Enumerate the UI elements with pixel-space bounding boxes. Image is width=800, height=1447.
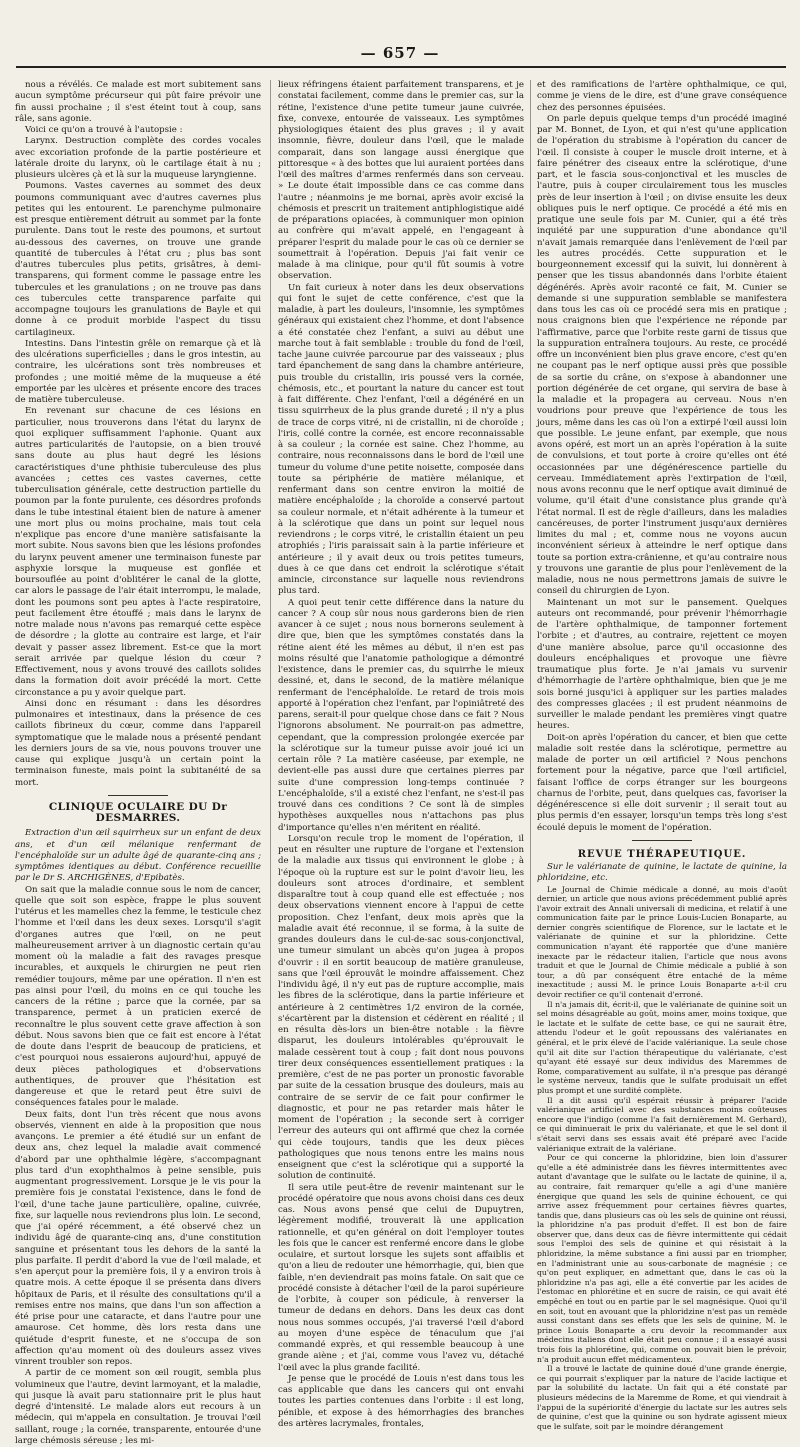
column-divider — [270, 80, 271, 1140]
paragraph: En revenant sur chacune de ces lésions en particulier, nous trouverons dans l'état du larynx de quoi expliquer suffisamment l'aphonie. Quant aux autres particularités de l'autopsie, on a bien trouvé sans doute au plus haut degré les lésions caractéristiques d'une phthisie tuberculeuse des plus avancées ; cettes ces vastes cavernes, cette tuberculisation générale, cette destruction partielle du poumon par la fonte purulente, ces désordres profonds dans le tube intestinal étaient bien de nature à amener une mort plus ou moins prochaine, mais tout cela n'explique pas encore d'une manière satisfaisante la mort subite. Nous savons bien que les lésions profondes du larynx peuvent amener une terminaison funeste par asphyxie lorsque la muqueuse est gonflée et boursouflée au point d'oblitérer le canal de la glotte, car alors le passage de l'air était interrompu, le malade, dont les poumons sont peu aptes à l'acte respiratoire, peut facilement être étouffé ; mais dans le larynx de notre malade nous n'avons pas remarqué cette espèce de désordre ; la glotte au contraire est large, et l'air devait y passer assez librement. Est-ce que la mort serait arrivée par quelque lésion du cœur ? Effectivement, nous y avons trouvé des caillots solides dans la formation doit avoir précédé la mort. Cette circonstance a pu y avoir quelque part. — [15, 406, 261, 699]
paragraph: Doit-on après l'opération du cancer, et bien que cette maladie soit restée dans la sclérotique, permettre au malade de porter un œil artificiel ? Nous penchons fortement pour la négative, parce que l'œil artificiel, faisant l'office de corps étranger sur les bourgeons charnus de l'orbite, peut, dans quelques cas, favoriser la dégénérescence si elle doit survenir ; il serait tout au plus permis d'en essayer, lorsqu'un temps très long s'est écoulé depuis le moment de l'opération. — [537, 733, 787, 834]
paragraph: Deux faits, dont l'un très récent que nous avons observés, viennent en aide à la proposition que nous avançons. Le premier a été étudié sur un enfant de deux ans, chez lequel la maladie avait commencé d'abord par une ophthalmie légère, s'accompagnant plus tard d'un exophthalmos à peine sensible, puis augmentant progressivement. Lorsque je le vis pour la première fois je constatai l'existence, dans le fond de l'œil, d'une tache jaune particulière, opaline, cuivrée, fixe, sur laquelle nous reviendrons plus loin. Le second, que j'ai opéré récemment, a été observé chez un individu âgé de quarante-cinq ans, d'une constitution sanguine et présentant tous les dehors de la santé la plus parfaite. Il perdit d'abord la vue de l'œil malade, et s'en aperçut pour la première fois, il y a environ trois à quatre mois. A cette époque il se présenta dans divers hôpitaux de Paris, et il résulte des consultations qu'il a remises entre nos mains, que dans l'un son affection a été prise pour une cataracte, et dans l'autre pour une amaurose. Cet homme, dès lors resta dans une quiétude d'esprit funeste, et ne s'occupa de son affection qu'au moment où des douleurs assez vives vinrent troubler son repos. — [15, 1110, 261, 1369]
section-subtitle: Sur le valérianate de quinine, le lactate de quinine, la phloridzine, etc. — [537, 862, 787, 885]
paragraph: lieux réfringens étaient parfaitement transparens, et je constatai facilement, comme dans le premier cas, sur la rétine, l'existence d'une petite tumeur jaune cuivrée, fixe, convexe, entourée de vaisseaux. Les symptômes physiologiques étaient des plus graves ; il y avait insomnie, fièvre, douleur dans l'œil, que le malade comparait, dans son langage aussi énergique que pittoresque « à des bottes que lui auraient portées dans l'œil des maîtres d'armes renfermés dans son cerveau. » Le doute était impossible dans ce cas comme dans l'autre ; néanmoins je me bornai, après avoir excisé la chémosis et prescrit un traitement antiphlogistique aidé de préparations opiacées, à communiquer mon opinion au confrère qui m'avait appelé, en l'engageant à préparer l'esprit du malade pour le cas où ce dernier se soumettrait à l'opération. Depuis j'ai fait venir ce malade à ma clinique, pour qu'il fût soumis à votre observation. — [278, 80, 524, 283]
column-divider — [530, 80, 531, 1140]
paragraph: Il a dit aussi qu'il espérait réussir à préparer l'acide valérianique artificiel avec des substances moins coûteuses encore que l'indigo (comme l'a fait dernièrement M. Gerhard), ce qui diminuerait le prix du valérianate, et que le sel dont il s'était servi dans ses essais avait été préparé avec l'acide valérianique extrait de la valériane. — [537, 1096, 787, 1154]
paragraph: Lorsqu'on recule trop le moment de l'opération, il peut en résulter une rupture de l'organe et l'extension de la maladie aux tissus qui environnent le globe ; à l'époque où la rupture est sur le point d'avoir lieu, les douleurs sont atroces d'ordinaire, et semblent disparaître tout à coup quand elle est effectuée ; nos deux observations viennent encore à l'appui de cette proposition. Chez l'enfant, deux mois après que la maladie avait été reconnue, il se forma, à la suite de grandes douleurs dans le cul-de-sac sous-conjonctival, une tumeur simulant un abcès qu'on jugea à propos d'ouvrir : il en sortit beaucoup de matière granuleuse, sans que l'œil éprouvât le moindre affaissement. Chez l'individu âgé, il n'y eut pas de rupture accomplie, mais les fibres de la sclérotique, dans la partie inférieure et antérieure à 2 centimètres 1/2 environ de la cornée, s'écartèrent par la distension et cédèrent en réalité ; il en résulta dès-lors un bien-être notable : la fièvre disparut, les douleurs intolérables qu'éprouvait le malade cessèrent tout à coup ; fait dont nous pouvons tirer deux conséquences essentiellement pratiques : la première, c'est de ne pas porter un pronostic favorable par suite de la cessation brusque des douleurs, mais au contraire de se servir de ce fait pour confirmer le diagnostic, et pour ne pas retarder mais hâter le moment de l'opération ; la seconde sert à corriger l'erreur des auteurs qui ont affirmé que chez la cornée qui cède toujours, tandis que les deux pièces pathologiques que nous tenons entre les mains nous enseignent que c'est la sclérotique qui a supporté la solution de continuité. — [278, 834, 524, 1183]
column-right — [537, 80, 787, 1140]
paragraph: et des ramifications de l'artère ophthalmique, ce qui, comme je viens de le dire, est d'une grave conséquence chez des personnes épuisées. — [537, 80, 787, 114]
paragraph: Intestins. Dans l'intestin grêle on remarque çà et là des ulcérations superficielles ; dans le gros intestin, au contraire, les ulcérations sont très nombreuses et profondes ; une moitié même de la muqueuse a été emportée par les ulcères et présente encore des traces de matière tuberculeuse. — [15, 339, 261, 407]
paragraph: A partir de ce moment son œil rougit, sembla plus volumineux que l'autre, devint larmoyant, et la maladie, qui jusque là avait paru stationnaire prit le plus haut degré d'intensité. Le malade alors eut recours à un médecin, qui m'appela en consultation. Je trouvai l'œil saillant, rouge ; la cornée, transparente, entourée d'une large chémosis séreuse ; les mi- — [15, 1368, 261, 1447]
paragraph: On sait que la maladie connue sous le nom de cancer, quelle que soit son espèce, frappe le plus souvent l'utérus et les mamelles chez la femme, le testicule chez l'homme et l'œil dans les deux sexes. Lorsqu'il s'agit d'organes autres que l'œil, on ne peut malheureusement arriver à un diagnostic certain qu'au moment où la maladie a fait des ravages presque incurables, et auxquels le chirurgien ne peut rien remédier toujours, même par une opération. Il n'en est pas ainsi pour l'œil, du moins en ce qui touche les cancers de la rétine ; parce que la cornée, par sa transparence, permet à un praticien exercé de reconnaître le plus souvent cette grave affection à son début. Nous savons bien que ce fait est encore à l'état de doute dans l'esprit de beaucoup de praticiens, et c'est pourquoi nous essaierons aujourd'hui, appuyé de deux pièces pathologiques et d'observations authentiques, de prouver que l'hésitation est dangereuse et que le retard peut être suivi de conséquences fatales pour le malade. — [15, 885, 261, 1110]
section-title: REVUE THÉRAPEUTIQUE. — [537, 849, 787, 860]
therapeutic-review-text — [537, 885, 787, 1432]
column-left — [15, 80, 261, 1140]
section-title: CLINIQUE OCULAIRE DU Dr DESMARRES. — [15, 802, 261, 825]
section-separator — [632, 840, 692, 841]
paragraph: Maintenant un mot sur le pansement. Quelques auteurs ont recommandé, pour prévenir l'hémorrhagie de l'artère ophthalmique, de tamponner fortement l'orbite ; et d'autres, au contraire, rejettent ce moyen d'une manière absolue, parce qu'il occasionne des douleurs encéphaliques et provoque une fièvre traumatique plus forte. Je n'ai jamais vu survenir d'hémorrhagie de l'artère ophthalmique, bien que je me sois borné jusqu'ici à appliquer sur les parties malades des compresses glacées ; il est prudent néanmoins de surveiller le malade pendant les premières vingt quatre heures. — [537, 598, 787, 733]
paragraph: Il a trouvé le lactate de quinine doué d'une grande énergie, ce qui pourrait s'expliquer par la nature de l'acide lactique et par la solubilité du lactate. Un fait qui a été constaté par plusieurs médecins de la Maremme de Rome, et qui viendrait à l'appui de la supériorité d'énergie du lactate sur les autres sels de quinine, c'est que la quinine ou son hydrate agissent mieux que le sulfate, soit par le moindre dérangement — [537, 1364, 787, 1431]
column-middle — [278, 80, 524, 1140]
page-number: — 657 — — [0, 44, 800, 62]
paragraph: Larynx. Destruction complète des cordes vocales avec excoriation profonde de la partie postérieure et latérale droite du larynx, où le cartilage était à nu ; plusieurs ulcères çà et là sur la muqueuse laryngienne. — [15, 136, 261, 181]
section-separator — [108, 795, 168, 796]
paragraph: A quoi peut tenir cette différence dans la nature du cancer ? A coup sûr nous nous garderons bien de rien avancer à ce sujet ; nous nous bornerons seulement à dire que, bien que les symptômes constatés dans la rétine aient été les mêmes au début, il n'en est pas moins résulté que l'anatomie pathologique a démontré l'existence, dans le premier cas, du squirrhe le mieux dessiné, et, dans le second, de la matière mélanique renfermant de l'encéphaloïde. Le retard de trois mois apporté à l'opération chez l'enfant, par l'opiniâtreté des parens, serait-il pour quelque chose dans ce fait ? Nous l'ignorons absolument. Ne pourrait-on pas admettre, cependant, que la compression prolongée exercée par la sclérotique sur la tumeur puisse avoir joué ici un certain rôle ? La matière caséeuse, par exemple, ne devient-elle pas aussi dure que certaines pierres par suite d'une compression long-temps continuée ? L'encéphaloïde, s'il a existé chez l'enfant, ne s'est-il pas trouvé dans ces conditions ? Ce sont là de simples hypothèses auxquelles nous n'attachons pas plus d'importance qu'elles n'en méritent en réalité. — [278, 598, 524, 834]
paragraph: Il sera utile peut-être de revenir maintenant sur le procédé opératoire que nous avons choisi dans ces deux cas. Nous avons pensé que celui de Dupuytren, légèrement modifié, trouverait là une application rationnelle, et qu'en général on doit l'employer toutes les fois que le cancer est renfermé encore dans le globe oculaire, et surtout lorsque les sujets sont affaiblis et qu'on a lieu de redouter une hémorrhagie, qui, bien que faible, n'en deviendrait pas moins fatale. On sait que ce procédé consiste à détacher l'œil de la paroi supérieure de l'orbite, à couper son pédicule, à renverser la tumeur de dedans en dehors. Dans les deux cas dont nous nous sommes occupés, j'ai traversé l'œil d'abord au moyen d'une espèce de ténaculum que j'ai commandé exprès, et qui ressemble beaucoup à une grande aiène ; et j'ai, comme vous l'avez vu, détaché l'œil avec la plus grande facilité. — [278, 1183, 524, 1374]
paragraph: Poumons. Vastes cavernes au sommet des deux poumons communiquant avec d'autres cavernes plus petites qui les entourent. Le parenchyme pulmonaire est presque entièrement détruit au sommet par la fonte purulente. Dans tout le reste des poumons, et surtout au-dessous des cavernes, on trouve une grande quantité de tubercules à l'état cru ; plus bas sont d'autres tubercules plus petits, grisâtres, à demi-transparens, qui forment comme le passage entre les tubercules et les granulations ; on ne trouve pas dans ces tubercules cette transparence parfaite qui accompagne toujours les granulations de Bayle et qui donne à ce produit morbide l'aspect du tissu cartilagineux. — [15, 181, 261, 339]
paragraph: Voici ce qu'on a trouvé à l'autopsie : — [15, 125, 261, 136]
paragraph: Le Journal de Chimie médicale a donné, au mois d'août dernier, un article que nous avions précédemment publié après l'avoir extrait des Annali universali di medicina, et relatif à une communication faite par le prince Louis-Lucien Bonaparte, au dernier congrès scientifique de Florence, sur le lactate et le valérianate de quinine et sur la phloridzine. Cette communication n'ayant été rapportée que d'une manière inexacte par le rédacteur italien, l'article que nous avons traduit et que le Journal de Chimie médicale a publié à son tour, a dû par conséquent être entaché de la même inexactitude ; aussi M. le prince Louis Bonaparte a-t-il cru devoir rectifier ce qu'il contenait d'erroné. — [537, 885, 787, 1000]
paragraph: On parle depuis quelque temps d'un procédé imaginé par M. Bonnet, de Lyon, et qui n'est qu'une application de l'opération du strabisme à l'opération du cancer de l'œil. Il consiste à couper le muscle droit interne, et à faire pénétrer des ciseaux entre la sclérotique, d'une part, et le fascia sous-conjonctival et les muscles de l'autre, puis à couper circulairement tous les muscles près de leur insertion à l'œil ; on divise ensuite les deux obliques puis le nerf optique. Ce procédé a été mis en pratique une seule fois par M. Cunier, qui a été très inquiété par une suppuration d'une abondance qu'il n'avait jamais remarquée dans l'enlèvement de l'œil par les autres procédés. Cette suppuration et le bourgeonnement excessif qui la suivit, lui donnèrent à penser que les tissus abandonnés dans l'orbite étaient dégénérés. Après avoir raconté ce fait, M. Cunier se demande si une suppuration semblable se manifestera dans tous les cas où ce procédé sera mis en pratique ; nous craignons bien que l'expérience ne réponde par l'affirmative, parce que l'orbite reste garni de tissus que la suppuration entraînera toujours. Au reste, ce procédé offre un inconvénient bien plus grave encore, c'est qu'en ne coupant pas le nerf optique aussi près que possible de sa sortie du crâne, on s'expose à abandonner une portion dégénérée de cet organe, qui servira de base à la maladie et la propagera au cerveau. Nous n'en voudrions pour preuve que l'expérience de tous les jours, même dans les cas où l'on a extirpé l'œil aussi loin que possible. Le jeune enfant, par exemple, que nous avons opéré, est mort un an après l'opération à la suite de convulsions, et tout porte à croire qu'elles ont été occasionnées par une dégénérescence partielle du cerveau. Immédiatement après l'extirpation de l'œil, nous avons reconnu que le nerf optique avait diminué de volume, qu'il était d'une consistance plus grande qu'à l'état normal. Il est de règle d'ailleurs, dans les maladies cancéreuses, de porter l'instrument jusqu'aux dernières limites du mal ; et, comme nous ne voyons aucun inconvénient sérieux à atteindre le nerf optique dans toute sa portion extra-crânienne, et qu'au contraire nous y trouvons une garantie de plus pour l'enlèvement de la maladie, nous ne nous permettrons jamais de suivre le conseil du chirurgien de Lyon. — [537, 114, 787, 598]
paragraph: Un fait curieux à noter dans les deux observations qui font le sujet de cette conférence, c'est que la maladie, à part les douleurs, l'insomnie, les symptômes généraux qui existaient chez l'homme, et dont l'absence a été constatée chez l'enfant, a suivi au début une marche tout à fait semblable : trouble du fond de l'œil, tache jaune cuivrée parcourue par des vaisseaux ; plus tard épanchement de sang dans la chambre antérieure, puis trouble du cristallin, iris poussé vers la cornée, chémosis, etc., et pourtant la nature du cancer est tout à fait différente. Chez l'enfant, l'œil a dégénéré en un tissu squirrheux de la plus grande dureté ; il n'y a plus de trace de corps vitré, ni de cristallin, ni de choroïde ; l'iris, collé contre la cornée, est encore reconnaissable à sa couleur ; la cornée est saine. Chez l'homme, au contraire, nous reconnaissons dans le bord de l'œil une tumeur du volume d'une petite noisette, composée dans toute sa périphérie de matière mélanique, et renfermant dans son centre environ la moitié de matière encéphaloïde ; la choroïde a conservé partout sa couleur normale, et n'était adhérente à la tumeur et à la sclérotique que dans un point sur lequel nous reviendrons ; le corps vitré, le cristallin étaient un peu atrophiés ; l'iris paraissait sain à la partie inférieure et antérieure ; il y avait deux ou trois petites tumeurs, dues à ce que dans cet endroit la sclérotique s'était amincie, circonstance sur laquelle nous reviendrons plus tard. — [278, 283, 524, 598]
paragraph: Ainsi donc en résumant : dans les désordres pulmonaires et intestinaux, dans la présence de ces caillots fibrineux du cœur, comme dans l'appareil symptomatique que le malade nous a présenté pendant les derniers jours de sa vie, nous pouvons trouver une cause qui explique jusqu'à un certain point la terminaison funeste, mais point la subitanéité de sa mort. — [15, 699, 261, 789]
paragraph: Il n'a jamais dit, écrit-il, que le valérianate de quinine soit un sel moins désagréable au goût, moins amer, moins toxique, que le lactate et le sulfate de cette base, ce qui ne saurait être, attendu l'odeur et le goût repoussans des valérianates en général, et le prix élevé de l'acide valérianique. La seule chose qu'il ait dite sur l'action thérapeutique du valérianate, c'est qu'ayant été essayé sur deux individus des Maremmes de Rome, comparativement au sulfate, il n'a presque pas dérangé le système nerveux, tandis que le sulfate produisait un effet plus prompt et une surdité complète. — [537, 1000, 787, 1096]
section-subtitle: Extraction d'un œil squirrheux sur un enfant de deux ans, et d'un œil mélanique renfermant de l'encéphaloïde sur un adulte âgé de quarante-cinq ans ; symptômes identiques au début. Conférence recueillie par le Dr S. ARCHIGÈNES, d'Epibatès. — [15, 828, 261, 884]
paragraph: Pour ce qui concerne la phloridzine, bien loin d'assurer qu'elle a été administrée dans les fièvres intermittentes avec autant d'avantage que le sulfate ou le lactate de quinine, il a, au contraire, fait remarquer qu'elle a agi d'une manière énergique que quand les sels de quinine échouent, ce qui arrive assez fréquemment pour certaines fièvres quartes, tandis que, dans plusieurs cas où les sels de quinine ont réussi, la phloridzine n'a pas produit d'effet. Il est bon de faire observer que, dans deux cas de fièvre intermittente qui cédait sous l'emploi des sels de quinine et qui résistait à la phloridzine, la même substance a fini aussi par en triompher, en l'administrant unie au sous-carbonate de magnésie ; ce qu'on peut expliquer, en admettant que, dans le cas où la phloridzine n'a pas agi, elle a été convertie par les acides de l'estomac en phlorétine et en sucre de raisin, ce qui avait été empêché en tout ou en partie par le sel magnésique. Quoi qu'il en soit, tout en avouant que la phloridzine n'est pas un remède aussi constant dans ses effets que les sels de quinine, M. le prince Louis Bonaparte a cru devoir la recommander aux médecins italiens dont elle était peu connue ; il a essayé aussi trois fois la phlorétine, qui, comme on pouvait bien le prévoir, n'a produit aucun effet médicamenteux. — [537, 1153, 787, 1364]
page-header — [0, 44, 800, 74]
header-rule — [16, 66, 786, 68]
paragraph: Je pense que le procédé de Louis n'est dans tous les cas applicable que dans les cancers qui ont envahi toutes les parties contenues dans l'orbite : il est long, pénible, et expose à des hémorrhagies des branches des artères lacrymales, frontales, — [278, 1374, 524, 1430]
autopsy-text — [15, 80, 261, 789]
clinic-text — [15, 885, 261, 1447]
paragraph: nous a révélés. Ce malade est mort subitement sans aucun symptôme précurseur qui pût faire prévoir une fin aussi prochaine ; il s'est éteint tout à coup, sans râle, sans agonie. — [15, 80, 261, 125]
